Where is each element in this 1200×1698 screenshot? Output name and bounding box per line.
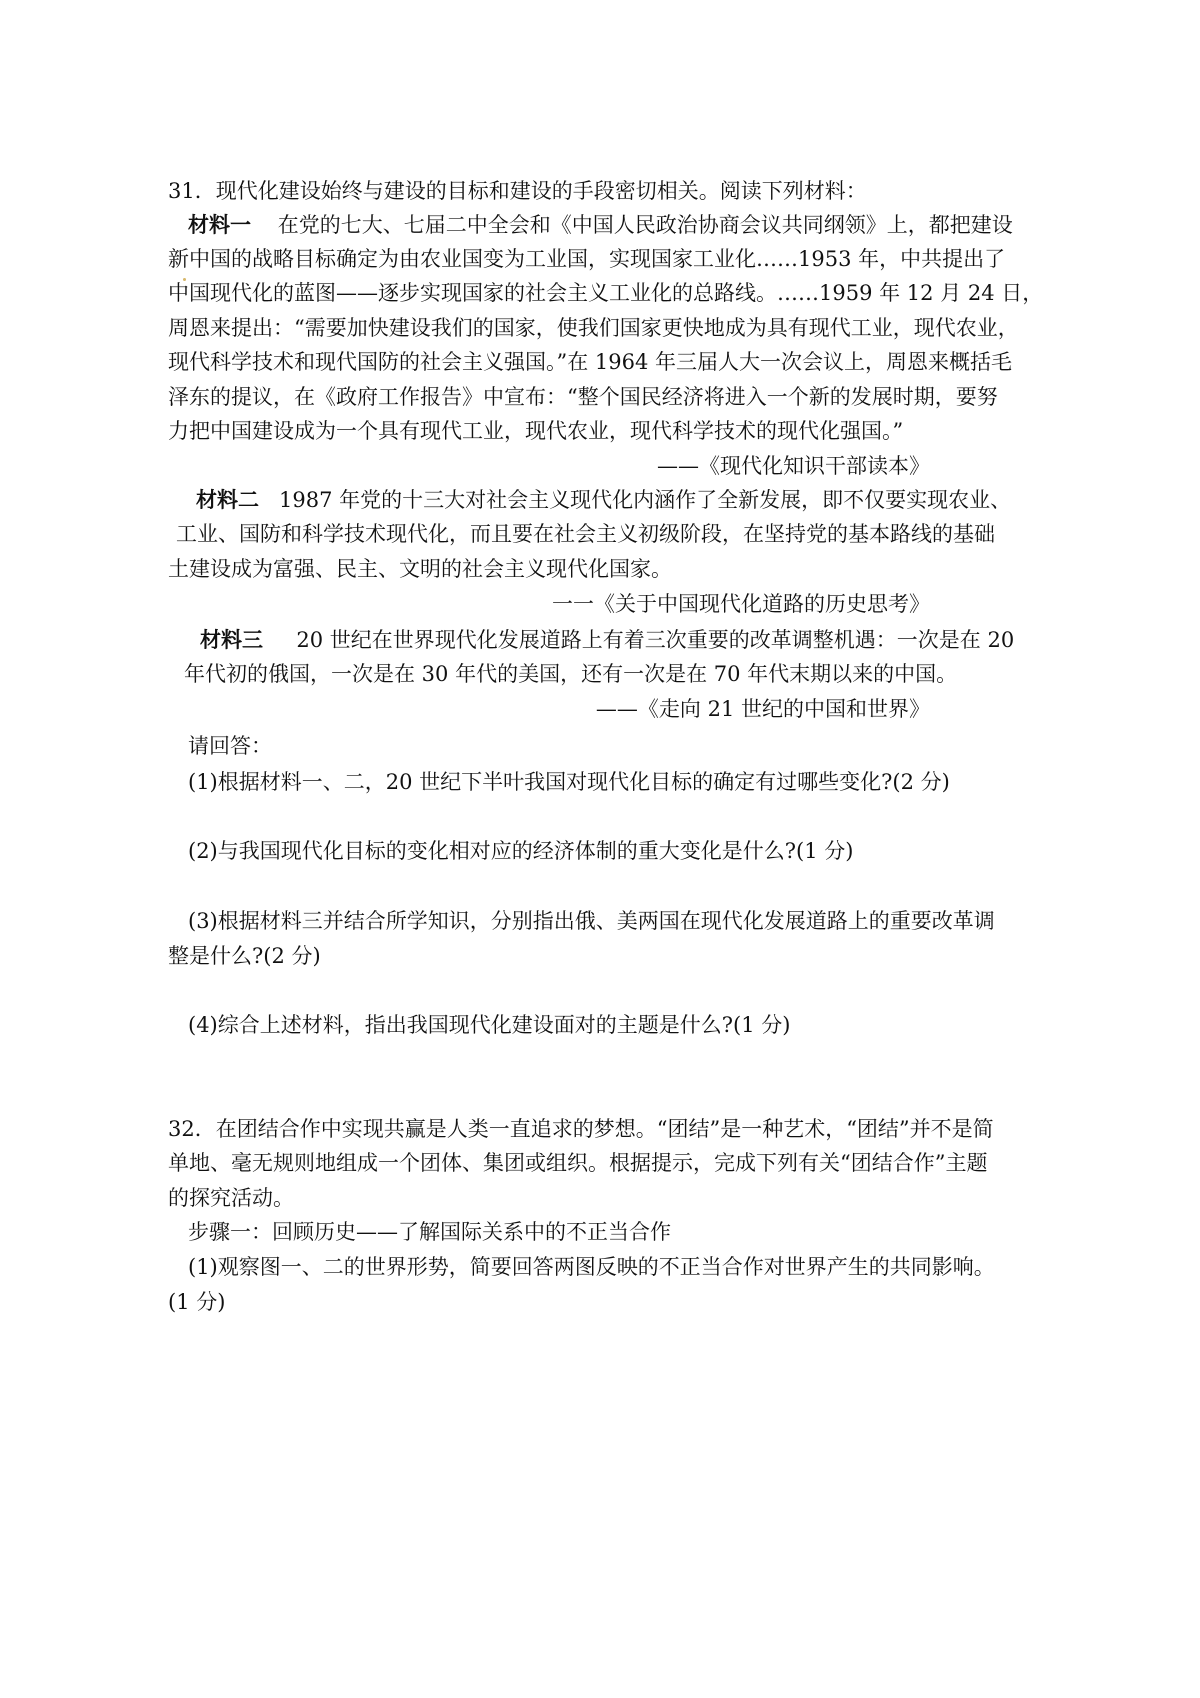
q32-part-1-line-2: (1 分) [168,1290,226,1314]
material-3-line-2: 年代初的俄国，一次是在 30 年代的美国，还有一次是在 70 年代末期以来的中国。 [184,662,958,686]
material-3-text: 20 世纪在世界现代化发展道路上有着三次重要的改革调整机遇：一次是在 20 [296,628,1015,652]
material-2-text: 1987 年党的十三大对社会主义现代化内涵作了全新发展，即不仅要实现农业、 [279,488,1012,512]
material-1-source: ——《现代化知识干部读本》 [657,454,930,478]
q31-part-4: (4)综合上述材料，指出我国现代化建设面对的主题是什么?(1 分) [188,1013,791,1037]
material-2-first-line [196,487,1011,513]
material-2-label: 材料二 [196,487,259,512]
material-1-label: 材料一 [188,212,251,237]
q32-line-2: 单地、毫无规则地组成一个团体、集团或组织。根据提示，完成下列有关“团结合作”主题 [168,1151,988,1175]
q31-part-2: (2)与我国现代化目标的变化相对应的经济体制的重大变化是什么?(1 分) [188,839,854,863]
q32-line-1: 32．在团结合作中实现共赢是人类一直追求的梦想。“团结”是一种艺术，“团结”并不是简 [168,1117,994,1141]
material-3-first-line [200,627,1014,653]
q31-part-1: (1)根据材料一、二，20 世纪下半叶我国对现代化目标的确定有过哪些变化?(2 分) [188,770,950,794]
material-1-line-2: 新中国的战略目标确定为由农业国变为工业国，实现国家工业化……1953 年，中共提出了 [168,247,1006,271]
material-3-source: ——《走向 21 世纪的中国和世界》 [595,697,930,721]
q32-part-1-line-1: (1)观察图一、二的世界形势，简要回答两图反映的不正当合作对世界产生的共同影响。 [188,1255,995,1279]
material-1-first-line [188,212,1013,238]
q32-line-3: 的探究活动。 [168,1186,294,1210]
material-1-line-3: 中国现代化的蓝图——逐步实现国家的社会主义工业化的总路线。……1959 年 12 月 24 日， [168,281,1044,305]
material-1-text: 在党的七大、七届二中全会和《中国人民政治协商会议共同纲领》上，都把建设 [277,213,1013,237]
q31-intro: 31．现代化建设始终与建设的目标和建设的手段密切相关。阅读下列材料： [168,179,867,203]
material-2-line-3: 土建设成为富强、民主、文明的社会主义现代化国家。 [168,557,672,581]
material-3-label: 材料三 [200,627,263,652]
material-2-line-2: 工业、国防和科学技术现代化，而且要在社会主义初级阶段，在坚持党的基本路线的基础 [176,522,995,546]
material-1-line-7: 力把中国建设成为一个具有现代工业，现代农业，现代科学技术的现代化强国。” [168,419,904,443]
q31-part-3-line-2: 整是什么?(2 分) [168,944,321,968]
q31-part-3-line-1: (3)根据材料三并结合所学知识，分别指出俄、美两国在现代化发展道路上的重要改革调 [188,909,995,933]
q32-step-1: 步骤一：回顾历史——了解国际关系中的不正当合作 [188,1220,671,1244]
material-2-source: 一一《关于中国现代化道路的历史思考》 [552,592,930,616]
answer-prompt: 请回答： [188,734,272,758]
material-1-line-4: 周恩来提出：“需要加快建设我们的国家，使我们国家更快地成为具有现代工业，现代农业， [168,316,1019,340]
material-1-line-5: 现代科学技术和现代国防的社会主义强国。”在 1964 年三届人大一次会议上，周恩来概括毛 [168,350,1013,374]
material-1-line-6: 泽东的提议，在《政府工作报告》中宣布：“整个国民经济将进入一个新的发展时期，要努 [168,385,998,409]
